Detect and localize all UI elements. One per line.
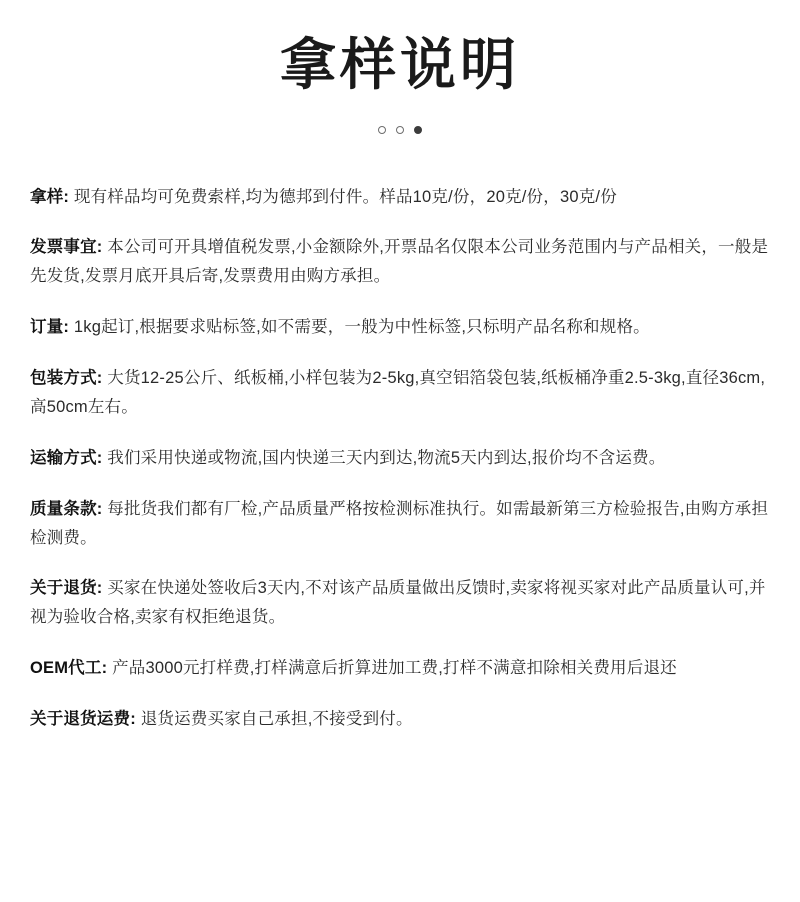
item-text: 1kg起订,根据要求贴标签,如不需要，一般为中性标签,只标明产品名称和规格。 xyxy=(69,318,650,337)
list-item xyxy=(30,654,770,683)
list-item xyxy=(30,705,770,734)
dot-hollow-icon xyxy=(396,126,404,134)
item-text: 大货12-25公斤、纸板桶,小样包装为2-5kg,真空铝箔袋包装,纸板桶净重2.5-3kg,直径36cm,高50cm左右。 xyxy=(30,369,766,416)
dot-hollow-icon xyxy=(378,126,386,134)
item-label: 运输方式: xyxy=(30,448,103,467)
list-item xyxy=(30,444,770,473)
item-text: 退货运费买家自己承担,不接受到付。 xyxy=(135,710,413,728)
item-label: 发票事宜: xyxy=(30,238,103,257)
item-label: 订量: xyxy=(30,318,70,337)
item-text: 买家在快递处签收后3天内,不对该产品质量做出反馈时,卖家将视买家对此产品质量认可,并视为验收合格,卖家有权拒绝退货。 xyxy=(30,579,766,627)
item-label: 质量条款: xyxy=(30,499,103,518)
item-text: 本公司可开具增值税发票,小金额除外,开票品名仅限本公司业务范围内与产品相关，一般是先发货,发票月底开具后寄,发票费用由购方承担。 xyxy=(30,238,769,286)
list-item xyxy=(30,574,770,632)
list-item xyxy=(30,495,770,553)
item-text: 产品3000元打样费,打样满意后折算进加工费,打样不满意扣除相关费用后退还 xyxy=(107,659,677,678)
item-label: 包装方式: xyxy=(30,369,103,387)
dot-solid-icon xyxy=(414,126,422,134)
item-text: 现有样品均可免费索样,均为德邦到付件。样品10克/份，20克/份，30克/份 xyxy=(69,187,617,206)
item-label: 关于退货: xyxy=(30,579,103,598)
page-title: 拿样说明 xyxy=(280,33,520,96)
list-item xyxy=(30,364,770,422)
item-text: 每批货我们都有厂检,产品质量严格按检测标准执行。如需最新第三方检验报告,由购方承担检测费。 xyxy=(30,499,769,547)
list-item xyxy=(30,183,770,212)
dot-separator xyxy=(0,126,800,134)
list-item xyxy=(30,233,770,291)
instructions-list xyxy=(0,152,800,734)
item-label: 拿样: xyxy=(30,187,70,206)
list-item xyxy=(30,313,770,342)
item-label: OEM代工: xyxy=(30,659,108,678)
item-label: 关于退货运费: xyxy=(30,710,136,728)
item-text: 我们采用快递或物流,国内快递三天内到达,物流5天内到达,报价均不含运费。 xyxy=(102,448,666,467)
